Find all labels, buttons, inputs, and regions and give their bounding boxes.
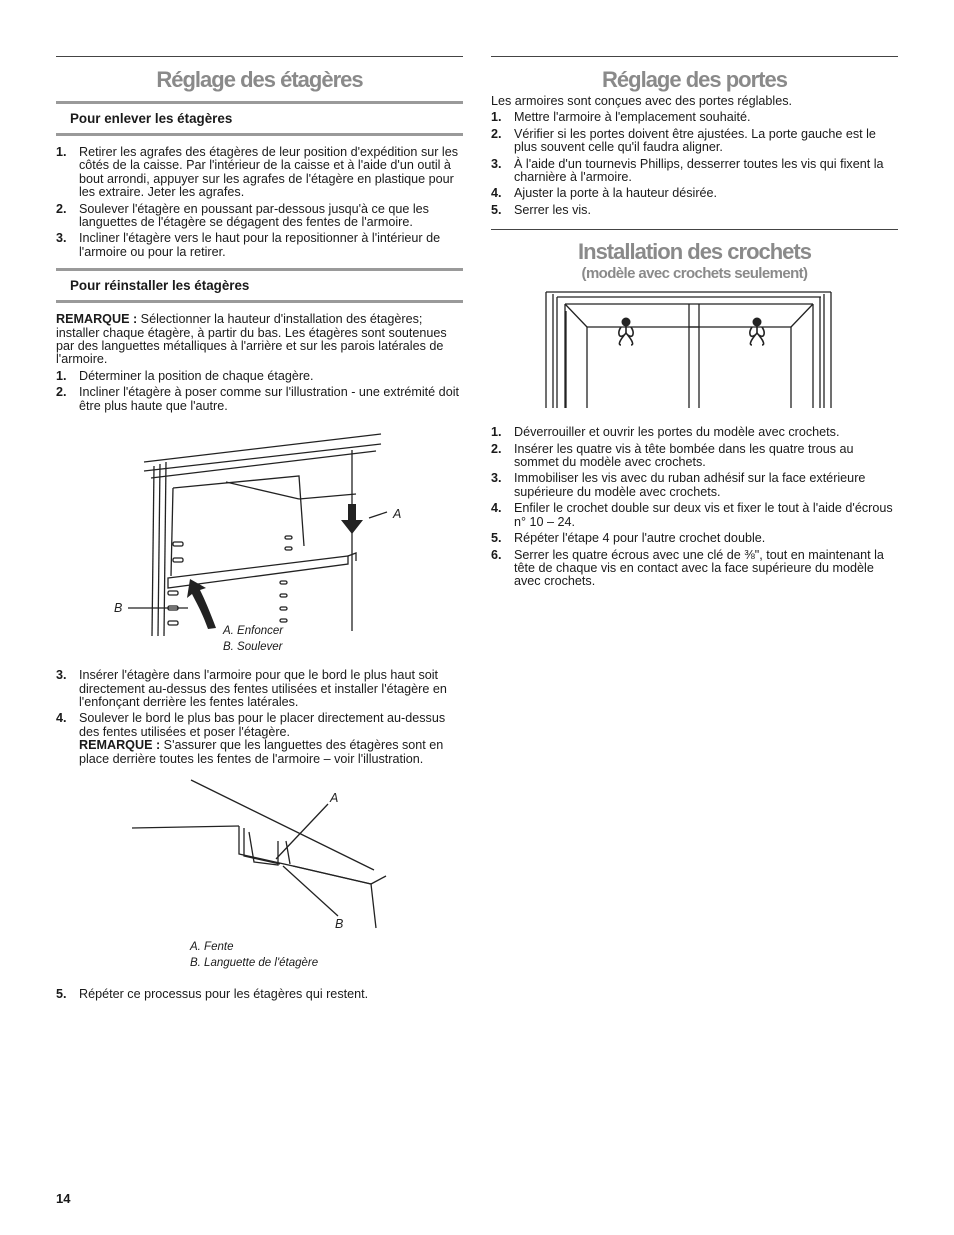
fig2-caption: [190, 939, 318, 971]
list-item: 3. À l'aide d'un tournevis Phillips, desserrer toutes les vis qui fixent la charnière à l'armoire.: [491, 156, 884, 185]
section-rule: [491, 229, 898, 283]
list-item: 1. Retirer les agrafes des étagères de leur position d'expédition sur les côtés de la caisse. Par l'intérieur de la caisse et à l'aide d'un outil à bout arrondi, appuyer sur les agrafes de l'étagère en plastique pour les extraire. Jeter les agrafes.: [56, 145, 459, 200]
shelf-adjust-title: Réglage des étagères: [156, 67, 363, 92]
page-number: 14: [56, 1191, 71, 1206]
doors-steps-list: [491, 111, 898, 217]
remove-shelves-heading: Pour enlever les étagères: [56, 101, 463, 136]
reinstall-steps-list-c: [56, 988, 463, 1001]
list-item: 4. Ajuster la porte à la hauteur désirée.: [491, 186, 718, 201]
reinstall-steps-list-b: [56, 669, 463, 739]
shelf-tilt-illustration: [56, 416, 463, 638]
fig2-label-a: A: [330, 790, 339, 805]
list-item: 3. Insérer l'étagère dans l'armoire pour que le bord le plus haut soit directement au-dessus des fentes utilisées et installer l'étagère en l'enfonçant derrière les fentes latérales.: [56, 668, 447, 709]
hooks-illustration: [491, 283, 898, 413]
arrow-down-icon: [341, 504, 363, 534]
reinstall-steps-list-a: [56, 370, 463, 413]
slot-tab-illustration: [56, 766, 463, 946]
reinstall-note-2: REMARQUE : S'assurer que les languettes des étagères sont en place derrière toutes les fentes de l'armoire – voir l'illustration.: [79, 738, 444, 766]
list-item: 3. Immobiliser les vis avec du ruban adhésif sur la face extérieure supérieure du modèle avec crochets.: [491, 471, 866, 499]
fig2-label-b: B: [335, 916, 344, 931]
reinstall-shelves-heading: Pour réinstaller les étagères: [56, 268, 463, 303]
hooks-title: Installation des crochets: [578, 239, 811, 265]
arrow-curve-up-icon: [187, 579, 216, 629]
fig2-caption-a: A. Fente: [190, 940, 234, 953]
right-column: [491, 56, 898, 592]
list-item: 4. Enfiler le crochet double sur deux vis et fixer le tout à l'aide d'écrous n° 10 – 24.: [491, 501, 893, 529]
left-column: [56, 56, 463, 1004]
fig2-caption-b: B. Languette de l'étagère: [190, 956, 319, 969]
list-item: 6. Serrer les quatre écrous avec une clé de ⅜", tout en maintenant la tête de chaque vis en contact avec la face supérieure du modèle avec crochets.: [491, 547, 884, 589]
list-item: 2. Vérifier si les portes doivent être ajustées. La porte gauche est le plus souvent celle qu'il faudra aligner.: [491, 126, 876, 155]
hooks-steps-list: [491, 426, 898, 588]
fig1-label-a: A: [393, 507, 402, 522]
list-item: 4. Soulever le bord le plus bas pour le placer directement au-dessus des fentes utilisées et poser l'étagère.: [56, 711, 446, 739]
list-item: 1. Déterminer la position de chaque étagère.: [56, 368, 314, 383]
reinstall-note: REMARQUE : Sélectionner la hauteur d'installation des étagères; installer chaque étagère, à partir du bas. Les étagères sont soutenues par des languettes métalliques à l'arrière et sur les parois latérales de l'armoire.: [56, 312, 447, 367]
fig1-caption: [223, 623, 283, 655]
list-item: 2. Incliner l'étagère à poser comme sur l'illustration - une extrémité doit être plus haute que l'autre.: [56, 385, 459, 413]
fig1-caption-a: A. Enfoncer: [223, 625, 284, 638]
section-rule: [491, 56, 898, 93]
list-item: 5. Serrer les vis.: [491, 202, 591, 217]
list-item: 5. Répéter l'étape 4 pour l'autre crochet double.: [491, 531, 766, 546]
fig1-label-b: B: [114, 601, 123, 616]
slot-tab-figure: [56, 766, 463, 988]
remove-steps-list: [56, 146, 463, 259]
list-item: 1. Déverrouiller et ouvrir les portes du modèle avec crochets.: [491, 425, 840, 440]
list-item: 2. Insérer les quatre vis à tête bombée dans les quatre trous au sommet du modèle avec crochets.: [491, 441, 854, 470]
door-adjust-title: Réglage des portes: [602, 67, 787, 92]
hooks-subtitle: (modèle avec crochets seulement): [581, 265, 808, 283]
section-rule: [56, 56, 463, 93]
shelf-tilt-figure: [56, 416, 463, 654]
list-item: 3. Incliner l'étagère vers le haut pour la repositionner à l'intérieur de l'armoire ou pour la retirer.: [56, 231, 441, 259]
list-item: 2. Soulever l'étagère en poussant par-dessous jusqu'à ce que les languettes de l'étagère se dégagent des fentes de l'armoire.: [56, 201, 429, 230]
hooks-figure: [491, 283, 898, 413]
list-item: 1. Mettre l'armoire à l'emplacement souhaité.: [491, 110, 751, 125]
fig1-caption-b: B. Soulever: [223, 641, 283, 654]
doors-intro: Les armoires sont conçues avec des portes réglables.: [491, 94, 793, 108]
list-item: 5. Répéter ce processus pour les étagères qui restent.: [56, 986, 369, 1001]
